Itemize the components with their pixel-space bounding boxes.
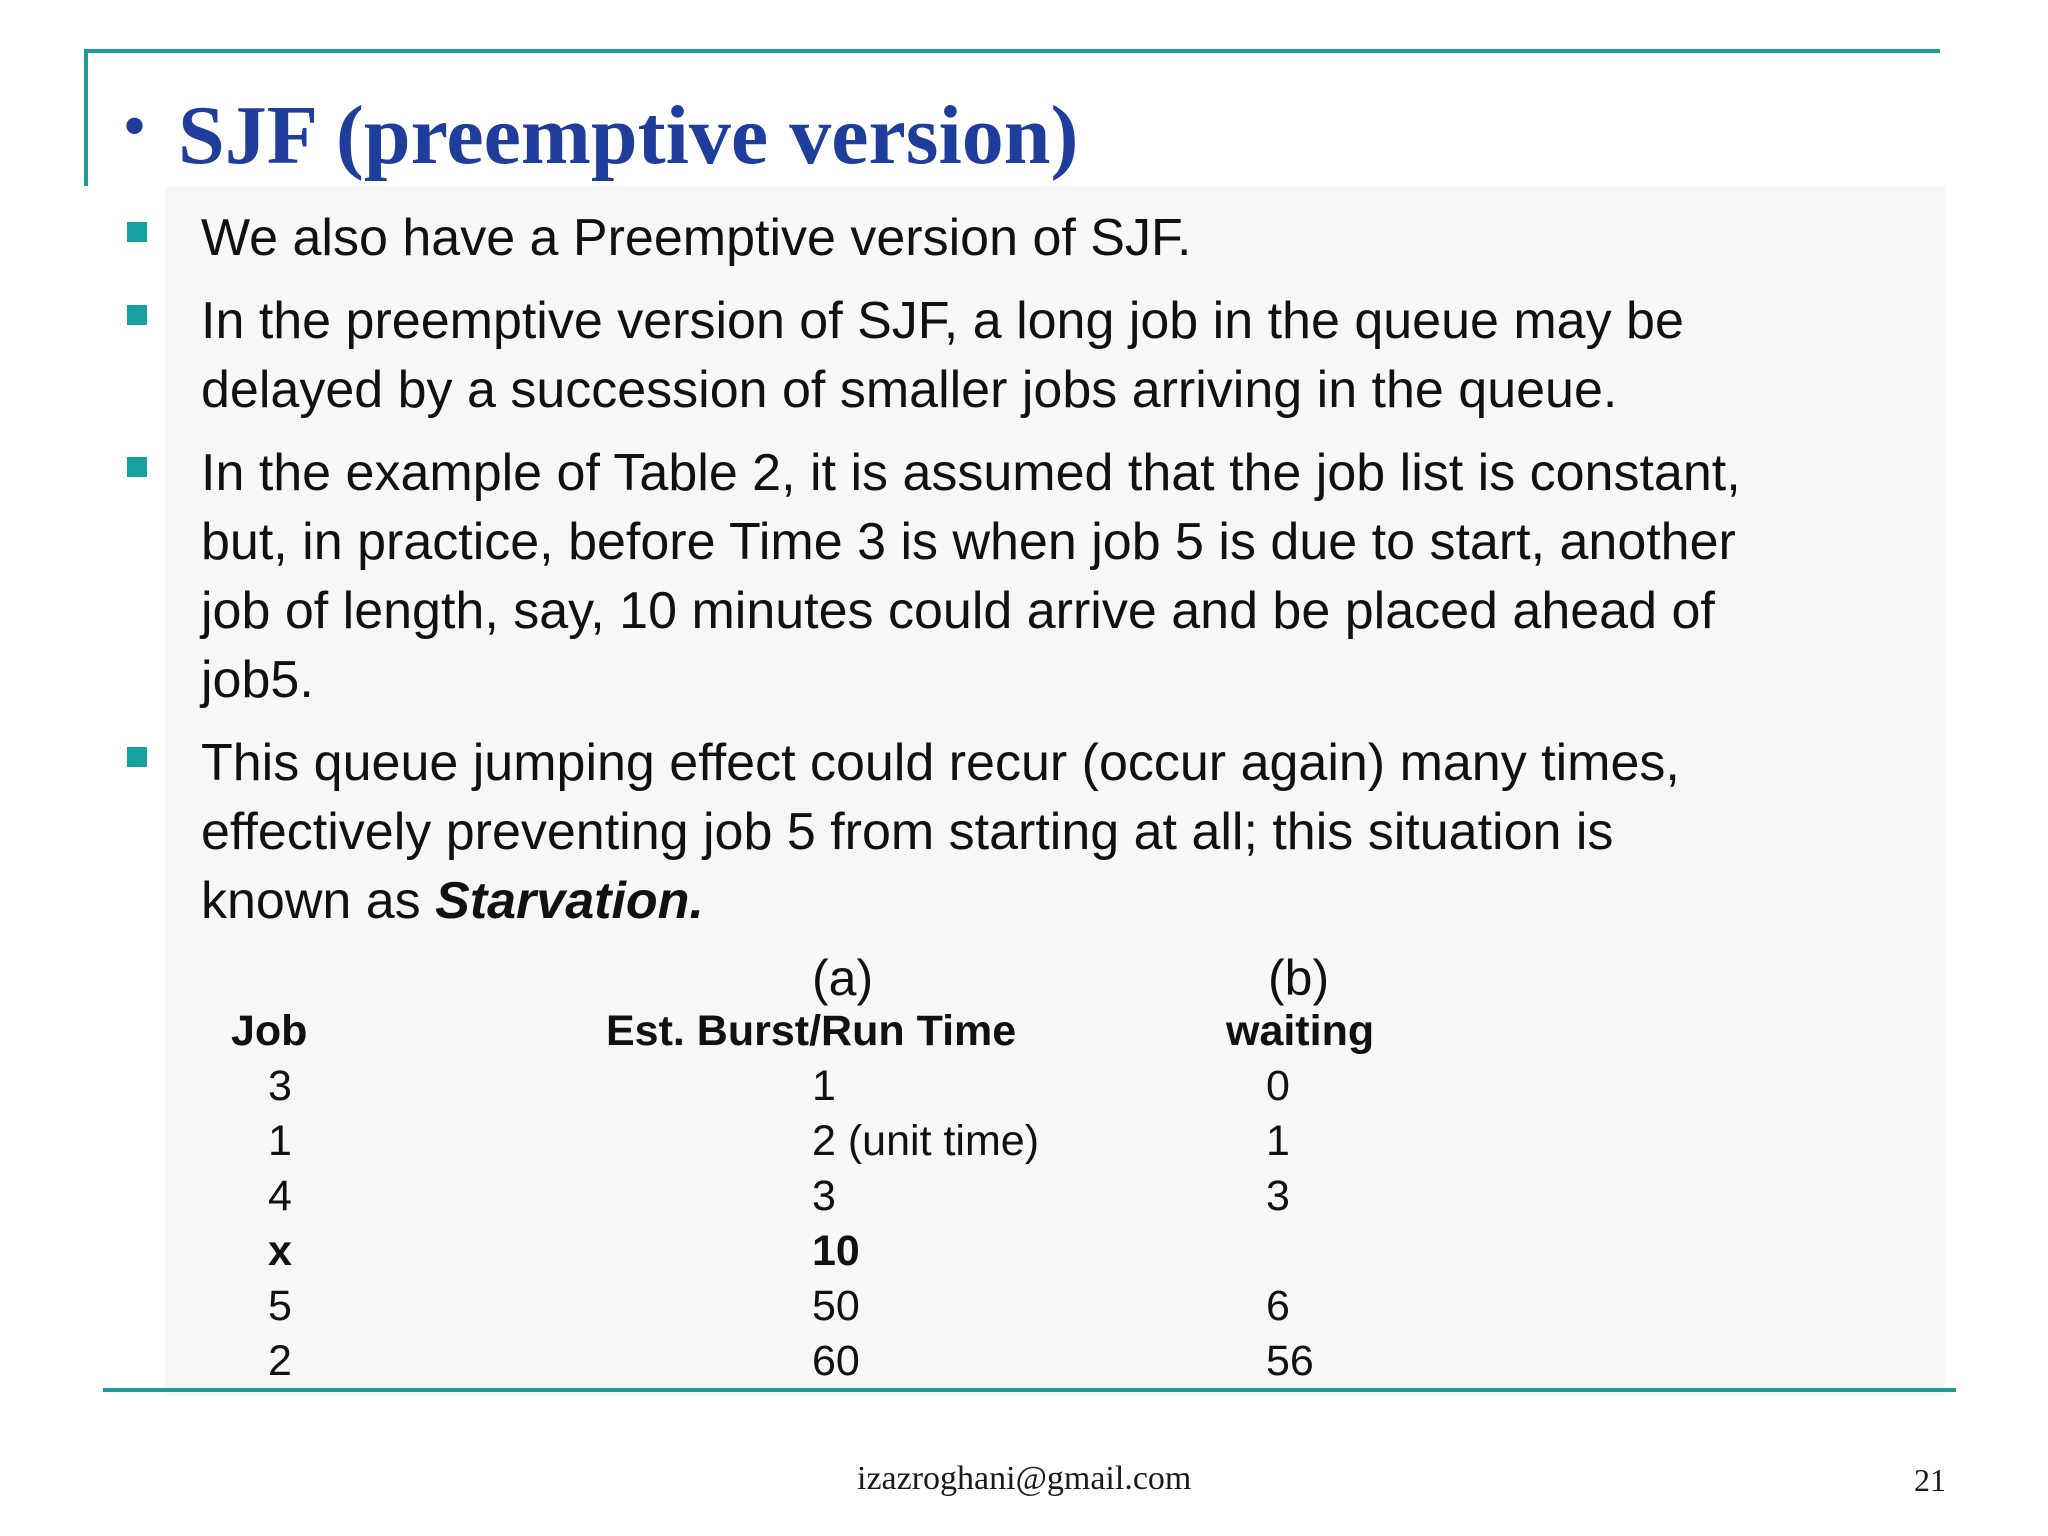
header-burst: Est. Burst/Run Time <box>606 1007 1017 1055</box>
cell-job: 5 <box>268 1282 292 1330</box>
cell-job: 2 <box>268 1337 292 1385</box>
bullet-line: This queue jumping effect could recur (occur again) many times, <box>201 734 1680 792</box>
square-bullet-icon <box>127 305 147 325</box>
cell-burst: 10 <box>812 1227 860 1275</box>
bullet-text <box>201 287 1941 425</box>
cell-job: x <box>268 1227 292 1275</box>
left-rule <box>84 49 88 186</box>
cell-waiting: 1 <box>1266 1117 1290 1165</box>
bullet-line: job5. <box>201 651 314 709</box>
column-group-b: (b) <box>1268 950 1330 1006</box>
bullet-line: In the preemptive version of SJF, a long job in the queue may be <box>201 292 1684 350</box>
cell-job: 4 <box>268 1172 292 1220</box>
bullet-line-prefix: known as <box>201 872 436 930</box>
header-waiting: waiting <box>1226 1007 1375 1055</box>
cell-burst: 50 <box>812 1282 860 1330</box>
bullet-line: delayed by a succession of smaller jobs arriving in the queue. <box>201 361 1618 419</box>
starvation-term: Starvation. <box>435 872 704 930</box>
bullet-line: We also have a Preemptive version of SJF. <box>201 209 1192 267</box>
cell-job: 3 <box>268 1062 292 1110</box>
bullet-line: but, in practice, before Time 3 is when job 5 is due to start, another <box>201 513 1736 571</box>
cell-waiting: 0 <box>1266 1062 1290 1110</box>
bullet-text <box>201 204 1941 273</box>
bullet-line: job of length, say, 10 minutes could arrive and be placed ahead of <box>201 582 1715 640</box>
cell-burst: 60 <box>812 1337 860 1385</box>
square-bullet-icon <box>127 457 147 477</box>
title-bullet-icon: • <box>124 93 146 159</box>
header-job: Job <box>231 1007 308 1055</box>
cell-waiting: 6 <box>1266 1282 1290 1330</box>
bottom-rule <box>103 1388 1956 1392</box>
bullet-text <box>201 729 1941 936</box>
cell-waiting: 3 <box>1266 1172 1290 1220</box>
footer-email: izazroghani@gmail.com <box>857 1460 1192 1497</box>
cell-waiting: 56 <box>1266 1337 1314 1385</box>
top-rule <box>85 49 1940 53</box>
cell-burst: 2 (unit time) <box>812 1117 1040 1165</box>
cell-burst: 3 <box>812 1172 836 1220</box>
cell-job: 1 <box>268 1117 292 1165</box>
square-bullet-icon <box>127 222 147 242</box>
bullet-line: In the example of Table 2, it is assumed that the job list is constant, <box>201 444 1741 502</box>
page-number: 21 <box>1914 1462 1946 1498</box>
page-title: SJF (preemptive version) <box>178 89 1079 182</box>
bullet-line-last <box>201 867 1941 936</box>
cell-burst: 1 <box>812 1062 836 1110</box>
bullet-line: effectively preventing job 5 from starting at all; this situation is <box>201 803 1614 861</box>
column-group-a: (a) <box>812 950 874 1006</box>
bullet-text <box>201 439 1941 715</box>
square-bullet-icon <box>127 747 147 767</box>
